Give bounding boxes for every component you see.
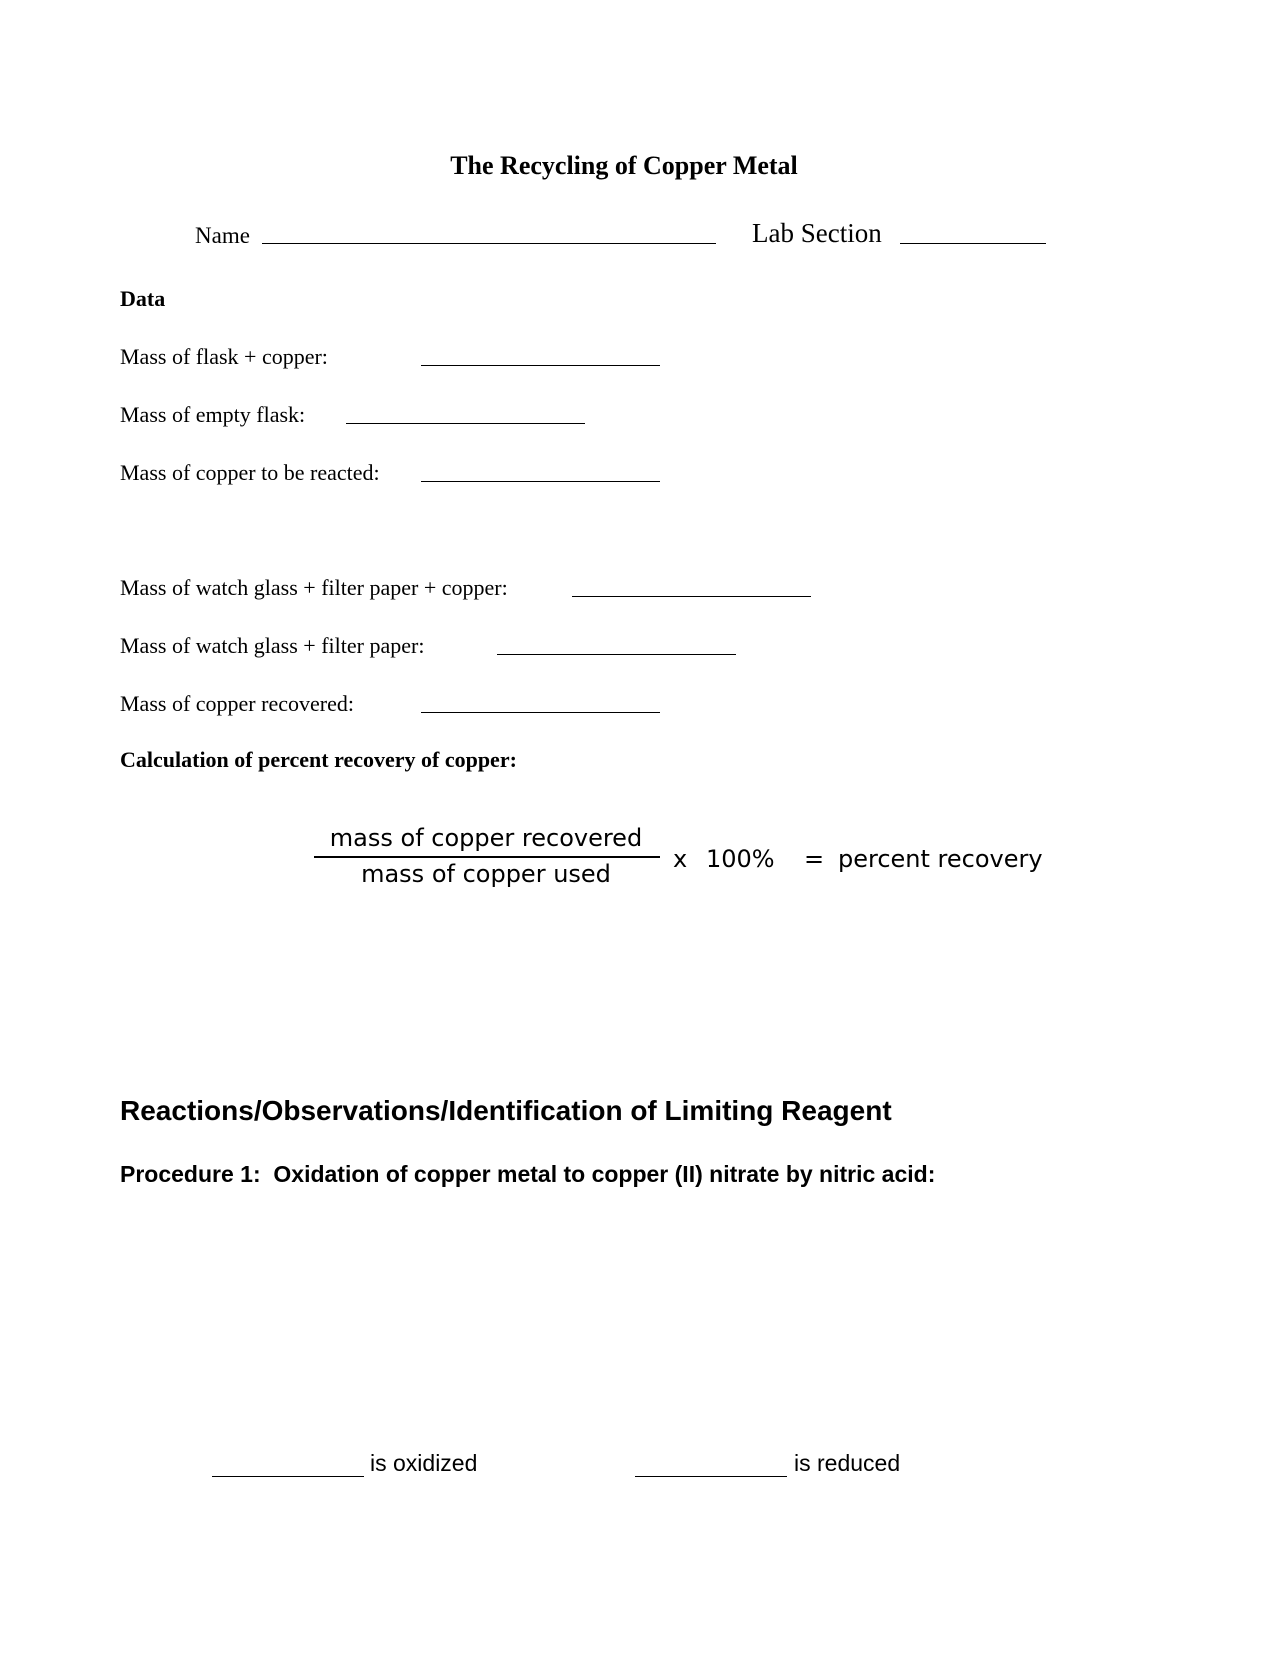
mass-copper-recovered-label: Mass of copper recovered:	[120, 691, 354, 716]
hundred-percent: 100%	[706, 845, 775, 873]
reduced-label: is reduced	[794, 1450, 901, 1476]
mass-copper-reacted-label: Mass of copper to be reacted:	[120, 460, 380, 485]
mass-copper-reacted-blank[interactable]	[421, 481, 660, 482]
name-blank-line[interactable]	[262, 243, 716, 244]
procedure-1-heading: Procedure 1: Oxidation of copper metal to copper (II) nitrate by nitric acid:	[120, 1161, 936, 1187]
reactions-heading: Reactions/Observations/Identification of Limiting Reagent	[120, 1095, 892, 1126]
lab-section-label: Lab Section	[752, 218, 882, 248]
fraction-bar	[314, 856, 660, 858]
reduced-blank[interactable]	[635, 1476, 787, 1477]
formula-numerator: mass of copper recovered	[329, 824, 643, 852]
formula-result: percent recovery	[838, 845, 1043, 873]
mass-empty-flask-label: Mass of empty flask:	[120, 402, 306, 427]
name-label: Name	[195, 223, 250, 248]
mass-copper-recovered-blank[interactable]	[421, 712, 660, 713]
lab-section-blank-line[interactable]	[900, 243, 1046, 244]
calculation-heading: Calculation of percent recovery of copper:	[120, 747, 517, 772]
mass-watch-glass-paper-copper-blank[interactable]	[572, 596, 811, 597]
document-title: The Recycling of Copper Metal	[450, 151, 798, 180]
mass-watch-glass-paper-label: Mass of watch glass + filter paper:	[120, 633, 425, 658]
mass-watch-glass-paper-blank[interactable]	[497, 654, 736, 655]
mass-flask-copper-blank[interactable]	[421, 365, 660, 366]
mass-empty-flask-blank[interactable]	[346, 423, 585, 424]
equals-sign: =	[804, 845, 825, 873]
formula-denominator: mass of copper used	[361, 860, 611, 888]
mass-flask-copper-label: Mass of flask + copper:	[120, 344, 328, 369]
mass-watch-glass-paper-copper-label: Mass of watch glass + filter paper + copper:	[120, 575, 508, 600]
oxidized-blank[interactable]	[212, 1476, 364, 1477]
data-heading: Data	[120, 286, 166, 311]
oxidized-label: is oxidized	[370, 1450, 478, 1476]
multiply-sign: x	[673, 845, 688, 873]
